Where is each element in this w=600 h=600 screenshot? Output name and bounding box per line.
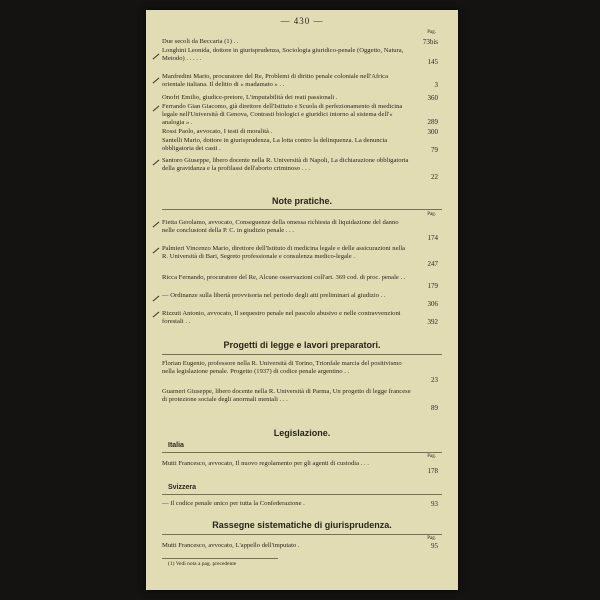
- handwritten-tick-mark: [153, 78, 160, 84]
- entry-longhini: Longhini Leonida, dottore in giurisprudenza, Sociologia giuridico-penale (Oggetto, Natura, Metodo) . . . . .: [162, 47, 404, 62]
- entry-page-number: 300: [427, 128, 438, 136]
- entry-fietta: Fietta Gerolamo, avvocato, Conseguenze della omessa richiesta di liquidazione del danno nelle conclusioni della P. C. in giudizio penale . . .: [162, 219, 399, 234]
- entry-florian: Florian Eugenio, professore nella R. Università di Torino, Trionfale marcia del positivismo nella legislazione penale. Progetto (1937) di codice penale argentino . .: [162, 360, 402, 375]
- pag-marker: Pag.: [427, 212, 436, 217]
- section-divider: [162, 209, 442, 210]
- entry-codice-penale-svizzero: — Il codice penale unico per tutta la Confederazione .: [162, 500, 305, 507]
- handwritten-tick-mark: [153, 296, 160, 302]
- document-page: [146, 10, 458, 590]
- country-label-italia: Italia: [168, 442, 184, 449]
- entry-onofri: Onofri Emilio, giudice-pretore, L'imputabilità dei reati passionali .: [162, 94, 338, 101]
- entry-page-number: 174: [427, 234, 438, 242]
- entry-guarneri: Guarneri Giuseppe, libero docente nella R. Università di Parma, Un progetto di legge francese di protezione sociale degli anormali mentali . . .: [162, 388, 411, 403]
- handwritten-tick-mark: [153, 312, 160, 318]
- pag-marker: Pag.: [427, 30, 436, 35]
- entry-mutti-appello: Mutti Francesco, avvocato, L'appello dell'imputato .: [162, 542, 300, 549]
- section-heading-progetti: Progetti di legge e lavori preparatori.: [223, 340, 381, 350]
- page-number: — 430 —: [280, 16, 324, 26]
- entry-rossi: Rossi Paolo, avvocato, I testi di moralità .: [162, 128, 273, 135]
- pag-marker: Pag.: [427, 536, 436, 541]
- entry-page-number: 306: [427, 300, 438, 308]
- entry-santelli: Santelli Mario, dottore in giurisprudenza, La lotta contro la delinquenza. La denuncia obbligatoria dei casti .: [162, 137, 388, 152]
- section-divider: [162, 354, 442, 355]
- handwritten-tick-mark: [153, 248, 160, 254]
- entry-page-number: 89: [431, 404, 438, 412]
- handwritten-tick-mark: [153, 54, 160, 60]
- section-divider: [162, 494, 442, 495]
- handwritten-tick-mark: [153, 222, 160, 228]
- entry-ricca-ordinanze: — Ordinanze sulla libertà provvisoria nel periodo degli atti preliminari al giudizio . .: [162, 292, 386, 299]
- section-heading-note-pratiche: Note pratiche.: [271, 196, 332, 206]
- footnote-rule: [162, 558, 278, 559]
- section-heading-legislazione: Legislazione.: [273, 428, 331, 438]
- footnote: (1) Vedi nota a pag. precedente: [168, 561, 237, 567]
- entry-ferrando: Ferrando Gian Giacomo, già direttore dell'Istituto e Scuola di perfezionamento di medicina legale nell'Università di Genova, Contrasti biologici e giuridici intorno al sistema dell'« analogia » .: [162, 103, 403, 126]
- entry-page-number: 95: [431, 542, 438, 550]
- handwritten-tick-mark: [153, 160, 160, 166]
- entry-rizzuti: Rizzuti Antonio, avvocato, Il sequestro penale nel pascolo abusivo e nelle contravvenzioni forestali . .: [162, 310, 401, 325]
- country-label-svizzera: Svizzera: [168, 484, 197, 491]
- entry-santoro: Santoro Giuseppe, libero docente nella R. Università di Napoli, La dichiarazione obbligatoria della gravidanza e la profilassi dell'aborto criminoso . . .: [162, 157, 409, 172]
- entry-page-number: 3: [434, 81, 438, 89]
- entry-page-number: 22: [431, 173, 438, 181]
- section-heading-rassegne: Rassegne sistematiche di giurisprudenza.: [212, 520, 392, 530]
- entry-page-number: 289: [427, 118, 438, 126]
- entry-manfredini: Manfredini Mario, procuratore del Re, Problemi di diritto penale coloniale nell'Africa orientale italiana. Il delitto di « madamato » . .: [162, 73, 389, 88]
- pag-marker: Pag.: [427, 454, 436, 459]
- entry-page-number: 93: [431, 500, 438, 508]
- entry-palmieri: Palmieri Vincenzo Mario, direttore dell'Istituto di medicina legale e delle assicurazioni nella R. Università di Bari, Segreto professionale e consulenza medico-legale .: [162, 245, 406, 260]
- handwritten-tick-mark: [153, 106, 160, 112]
- entry-mutti-regolamento: Mutti Francesco, avvocato, Il nuovo regolamento per gli agenti di custodia . . .: [162, 460, 369, 467]
- entry-page-number: 73bis: [422, 38, 438, 46]
- entry-page-number: 247: [427, 260, 438, 268]
- entry-page-number: 178: [427, 467, 438, 475]
- section-divider: [162, 452, 442, 453]
- entry-page-number: 360: [427, 94, 438, 102]
- entry-page-number: 392: [427, 318, 438, 326]
- section-divider: [162, 534, 442, 535]
- entry-page-number: 179: [427, 282, 438, 290]
- entry-page-number: 23: [431, 376, 438, 384]
- entry-ricca: Ricca Fernando, procuratore del Re, Alcune osservazioni coll'art. 369 cod. di proc. penale . .: [162, 274, 406, 281]
- entry-due-secoli: Due secoli da Beccaria (1) . .: [162, 38, 239, 45]
- entry-page-number: 79: [431, 146, 438, 154]
- entry-page-number: 145: [427, 58, 438, 66]
